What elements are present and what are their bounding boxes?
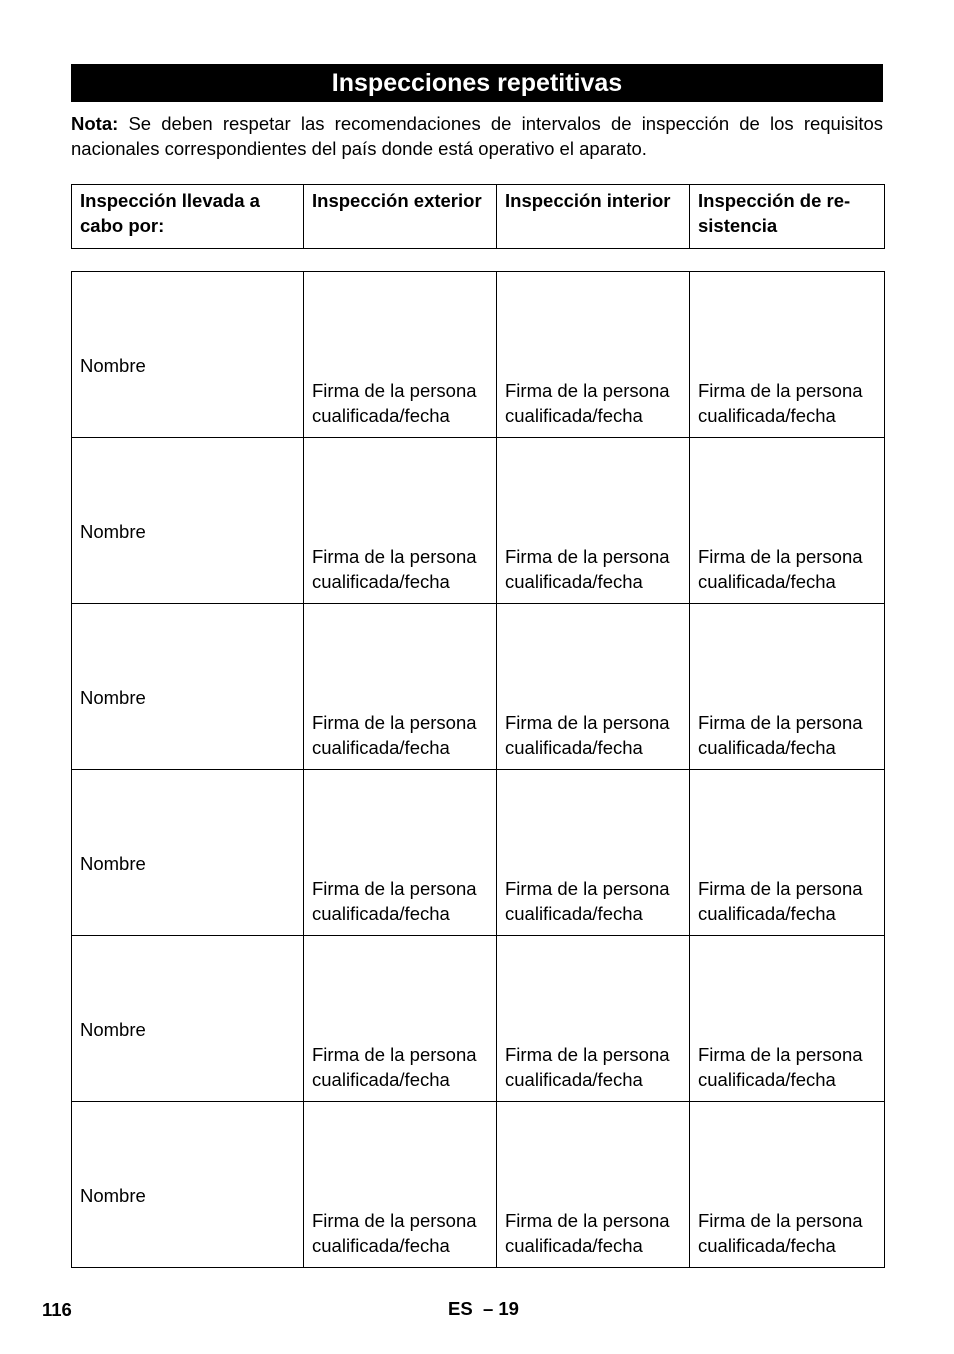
exterior-signature-cell: Firma de la persona cualificada/fecha: [304, 272, 497, 438]
name-cell: Nombre: [72, 604, 304, 770]
note-label: Nota:: [71, 113, 119, 134]
table-row: [72, 770, 885, 936]
exterior-signature-cell: Firma de la persona cualificada/fecha: [304, 936, 497, 1102]
name-cell: Nombre: [72, 438, 304, 604]
resistance-signature-cell: Firma de la persona cualificada/fecha: [690, 604, 885, 770]
exterior-signature-cell: Firma de la persona cualificada/fecha: [304, 438, 497, 604]
note-paragraph: [71, 111, 883, 161]
header-interior-inspection: Inspección interior: [497, 185, 690, 249]
resistance-signature-cell: Firma de la persona cualificada/fecha: [690, 438, 885, 604]
interior-signature-cell: Firma de la persona cualificada/fecha: [497, 604, 690, 770]
inspection-header-table: [71, 184, 885, 249]
table-row: [72, 1102, 885, 1268]
table-row: [72, 604, 885, 770]
inspection-records-table: [71, 271, 885, 1268]
name-cell: Nombre: [72, 770, 304, 936]
exterior-signature-cell: Firma de la persona cualificada/fecha: [304, 770, 497, 936]
table-row: [72, 936, 885, 1102]
table-row: [72, 272, 885, 438]
page-title: Inspecciones repetitivas: [71, 64, 883, 102]
interior-signature-cell: Firma de la persona cualificada/fecha: [497, 1102, 690, 1268]
resistance-signature-cell: Firma de la persona cualificada/fecha: [690, 1102, 885, 1268]
name-cell: Nombre: [72, 936, 304, 1102]
interior-signature-cell: Firma de la persona cualificada/fecha: [497, 272, 690, 438]
header-resistance-inspection: Inspección de resistencia: [690, 185, 885, 249]
exterior-signature-cell: Firma de la persona cualificada/fecha: [304, 1102, 497, 1268]
exterior-signature-cell: Firma de la persona cualificada/fecha: [304, 604, 497, 770]
section-page-reference: ES – 19: [448, 1298, 519, 1319]
resistance-signature-cell: Firma de la persona cualificada/fecha: [690, 936, 885, 1102]
interior-signature-cell: Firma de la persona cualificada/fecha: [497, 438, 690, 604]
header-inspected-by: Inspección llevada a cabo por:: [72, 185, 304, 249]
interior-signature-cell: Firma de la persona cualificada/fecha: [497, 770, 690, 936]
name-cell: Nombre: [72, 272, 304, 438]
interior-signature-cell: Firma de la persona cualificada/fecha: [497, 936, 690, 1102]
resistance-signature-cell: Firma de la persona cualificada/fecha: [690, 770, 885, 936]
name-cell: Nombre: [72, 1102, 304, 1268]
page-number: 116: [42, 1299, 72, 1320]
table-row: [72, 438, 885, 604]
resistance-signature-cell: Firma de la persona cualificada/fecha: [690, 272, 885, 438]
header-exterior-inspection: Inspección exterior: [304, 185, 497, 249]
note-text: Se deben respetar las recomendaciones de intervalos de inspección de los requisitos nacionales correspondientes del país donde está operativo el aparato.: [71, 113, 883, 159]
header-row: [72, 185, 885, 249]
